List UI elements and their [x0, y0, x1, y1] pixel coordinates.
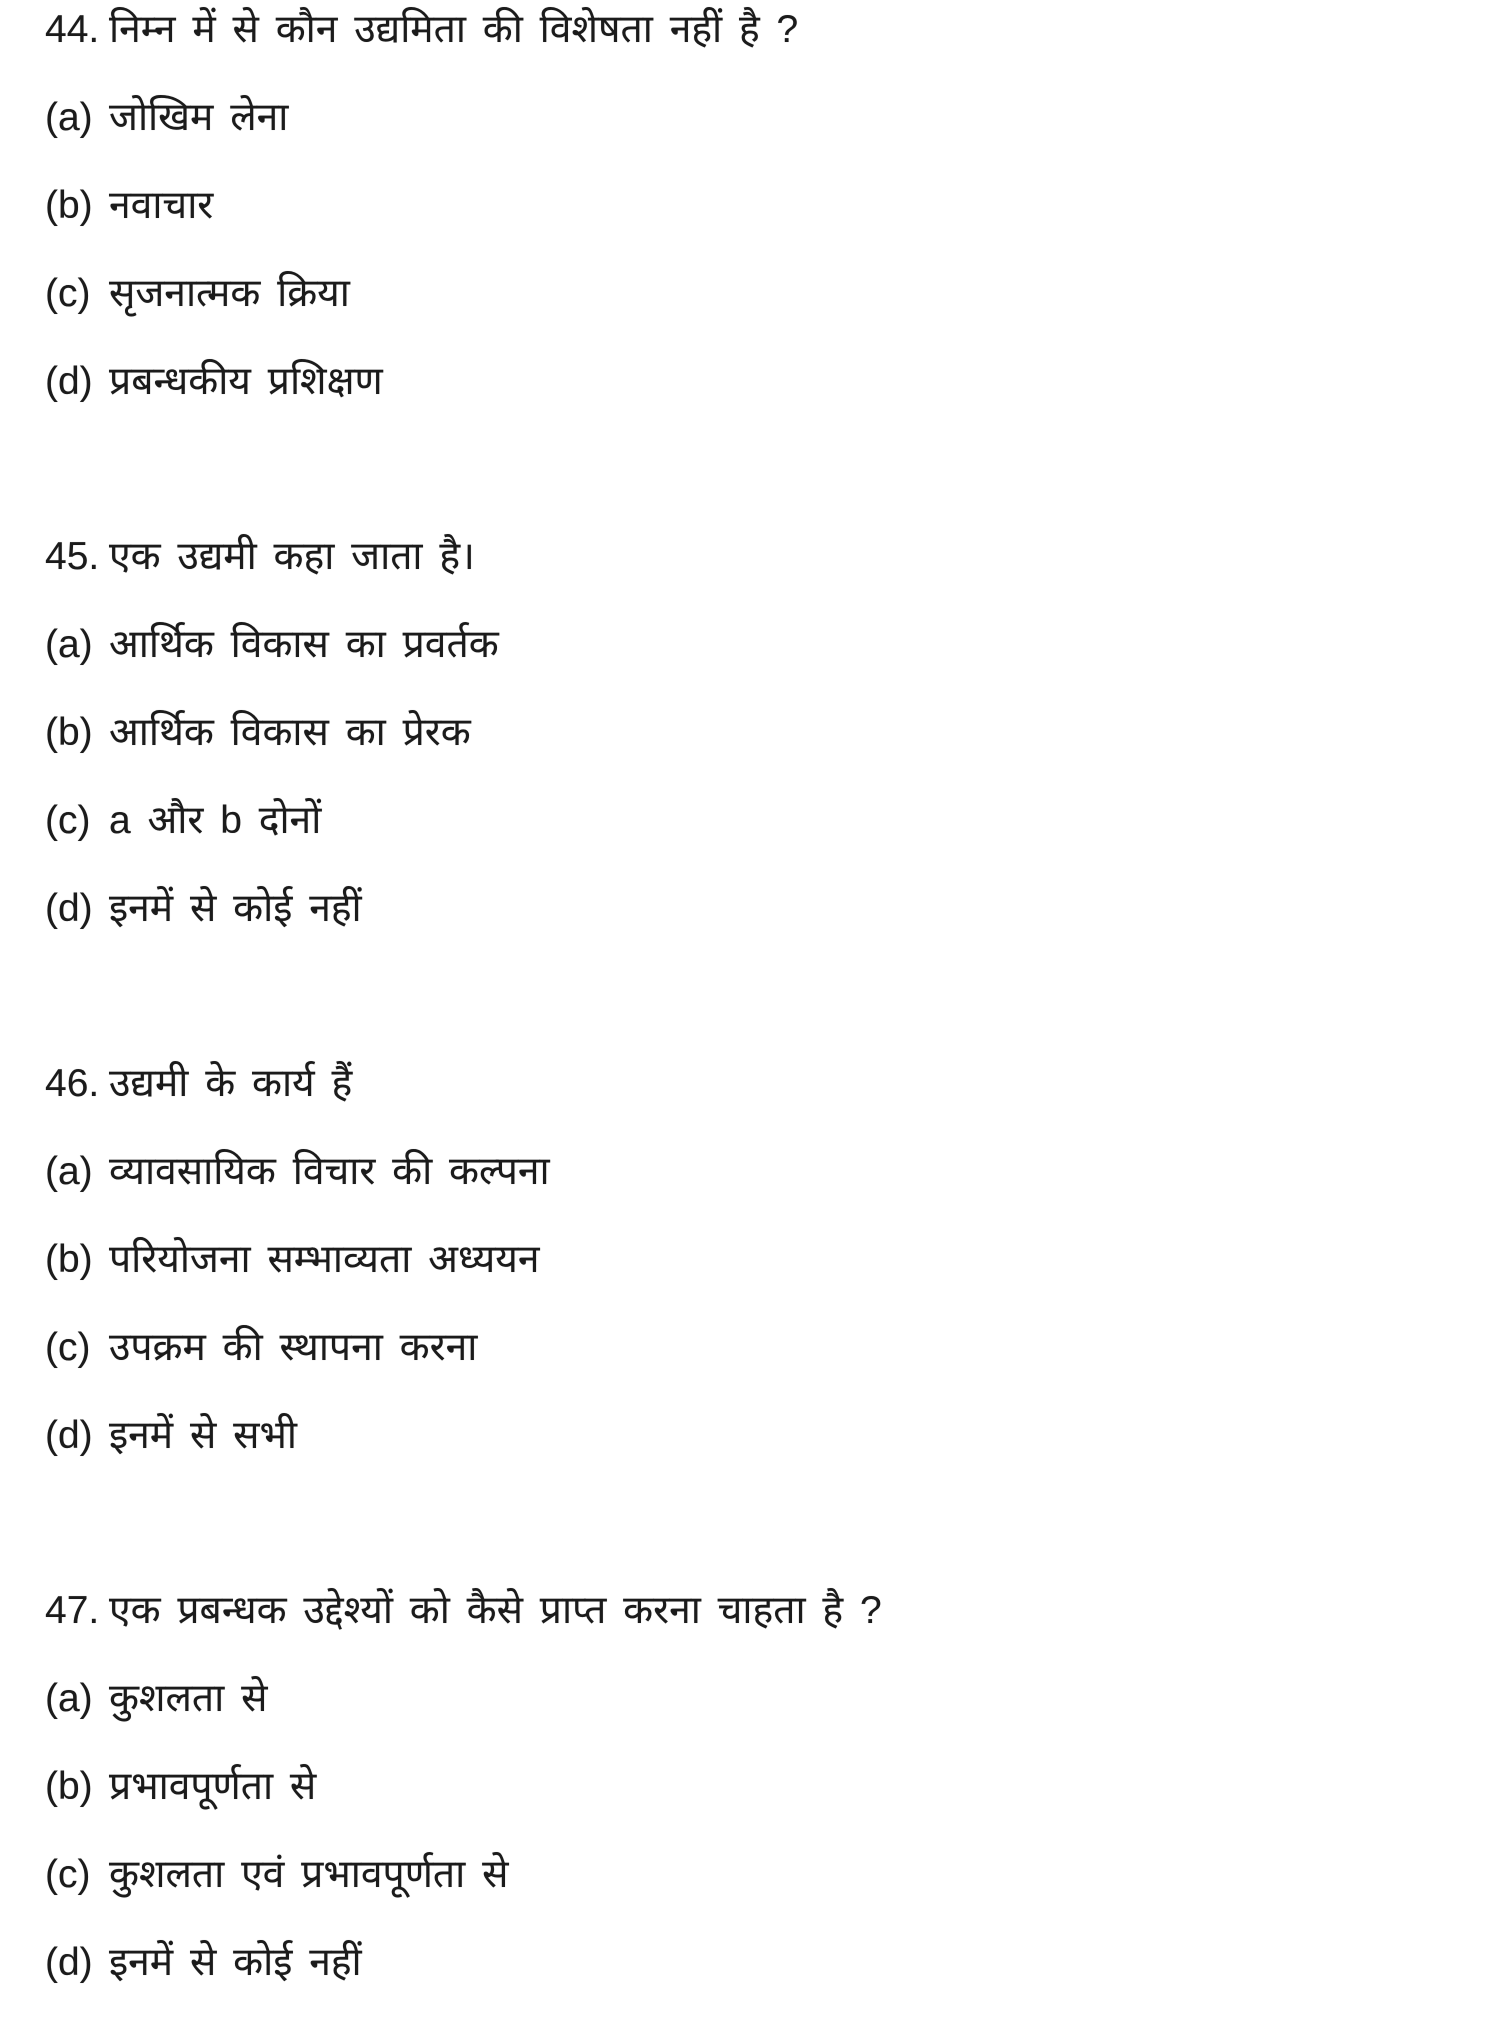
- option-label: (b): [45, 1765, 93, 1808]
- question-number: 47.: [45, 1589, 100, 1632]
- option-row: [45, 94, 1475, 182]
- option-text: उपक्रम की स्थापना करना: [109, 1326, 478, 1369]
- option-label: (c): [45, 272, 91, 315]
- option-label: (b): [45, 184, 93, 227]
- option-label: (c): [45, 1853, 91, 1896]
- option-text: a और b दोनों: [109, 799, 322, 842]
- option-label: (d): [45, 1941, 93, 1984]
- option-text: नवाचार: [109, 184, 214, 227]
- question-number: 44.: [45, 8, 100, 51]
- option-row: [45, 1851, 1475, 1939]
- option-row: [45, 1236, 1475, 1324]
- question-text: उद्यमी के कार्य हैं: [109, 1062, 353, 1105]
- question-heading: [45, 6, 1475, 94]
- option-text: प्रबन्धकीय प्रशिक्षण: [109, 360, 383, 403]
- option-label: (a): [45, 96, 93, 139]
- option-text: कुशलता से: [109, 1677, 268, 1720]
- option-label: (d): [45, 887, 93, 930]
- option-text: प्रभावपूर्णता से: [109, 1765, 317, 1808]
- question-block-44: [45, 6, 1475, 446]
- option-text: जोखिम लेना: [109, 96, 289, 139]
- option-text: आर्थिक विकास का प्रवर्तक: [109, 623, 499, 666]
- option-text: आर्थिक विकास का प्रेरक: [109, 711, 471, 754]
- option-text: इनमें से कोई नहीं: [109, 887, 362, 930]
- option-label: (b): [45, 1238, 93, 1281]
- question-block-45: [45, 533, 1475, 973]
- option-label: (c): [45, 1326, 91, 1369]
- option-text: कुशलता एवं प्रभावपूर्णता से: [109, 1853, 509, 1896]
- option-row: [45, 270, 1475, 358]
- question-block-46: [45, 1060, 1475, 1500]
- option-text: इनमें से सभी: [109, 1414, 298, 1457]
- option-text: परियोजना सम्भाव्यता अध्ययन: [109, 1238, 540, 1281]
- question-text: निम्न में से कौन उद्यमिता की विशेषता नहीं है ?: [109, 8, 799, 51]
- option-row: [45, 1148, 1475, 1236]
- option-text: व्यावसायिक विचार की कल्पना: [109, 1150, 550, 1193]
- option-label: (d): [45, 1414, 93, 1457]
- question-text: एक उद्यमी कहा जाता है।: [109, 535, 475, 578]
- option-row: [45, 1675, 1475, 1763]
- option-row: [45, 885, 1475, 973]
- question-heading: [45, 1587, 1475, 1675]
- question-heading: [45, 1060, 1475, 1148]
- option-label: (c): [45, 799, 91, 842]
- option-text: सृजनात्मक क्रिया: [109, 272, 350, 315]
- question-number: 46.: [45, 1062, 100, 1105]
- option-label: (d): [45, 360, 93, 403]
- option-row: [45, 709, 1475, 797]
- option-row: [45, 1763, 1475, 1851]
- option-label: (a): [45, 1150, 93, 1193]
- question-heading: [45, 533, 1475, 621]
- option-label: (a): [45, 1677, 93, 1720]
- option-row: [45, 797, 1475, 885]
- option-row: [45, 182, 1475, 270]
- option-row: [45, 1324, 1475, 1412]
- option-row: [45, 621, 1475, 709]
- question-block-47: [45, 1587, 1475, 2027]
- option-row: [45, 358, 1475, 446]
- option-row: [45, 1939, 1475, 2027]
- question-number: 45.: [45, 535, 100, 578]
- option-label: (a): [45, 623, 93, 666]
- option-row: [45, 1412, 1475, 1500]
- question-text: एक प्रबन्धक उद्देश्यों को कैसे प्राप्त करना चाहता है ?: [109, 1589, 882, 1632]
- option-label: (b): [45, 711, 93, 754]
- option-text: इनमें से कोई नहीं: [109, 1941, 362, 1984]
